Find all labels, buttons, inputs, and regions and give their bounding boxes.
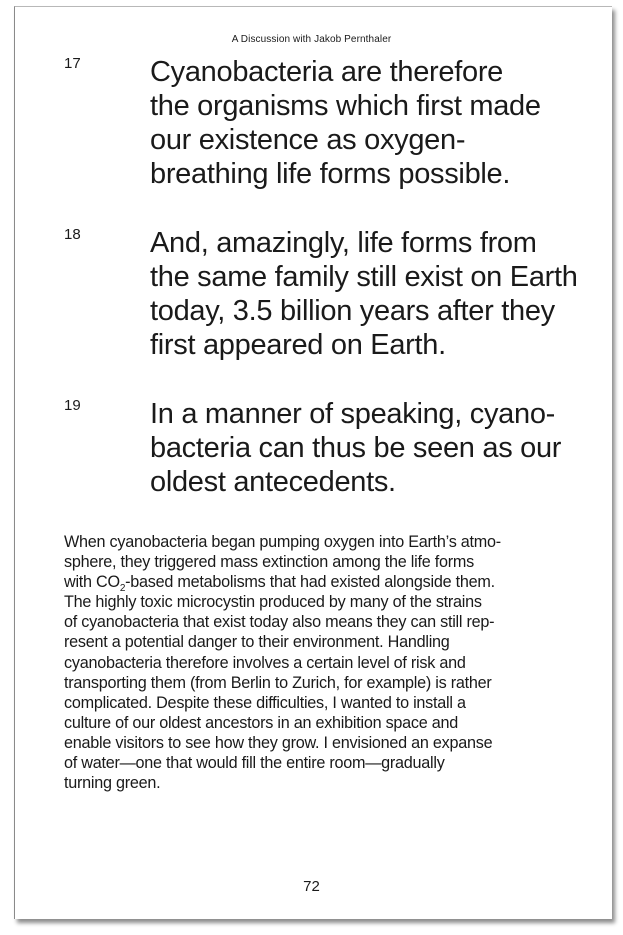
statement-line: oldest antecedents. xyxy=(150,466,396,498)
body-line-co2 xyxy=(64,573,495,595)
statement-line: And, amazingly, life forms from xyxy=(150,227,537,259)
running-head: A Discussion with Jakob Pernthaler xyxy=(231,34,392,45)
body-line: culture of our oldest ancestors in an exhibition space and xyxy=(64,713,459,732)
body-line: When cyanobacteria began pumping oxygen into Earth’s atmo- xyxy=(64,533,501,551)
body-line: of water—one that would fill the entire room—gradually xyxy=(64,754,445,773)
body-line-fragment: with CO xyxy=(64,573,120,592)
body-line: The highly toxic microcystin produced by many of the strains xyxy=(64,593,482,612)
body-line: sphere, they triggered mass extinction among the life forms xyxy=(64,553,474,572)
body-line: cyanobacteria therefore involves a certain level of risk and xyxy=(64,653,466,672)
body-line-fragment: -based metabolisms that had existed alongside them. xyxy=(125,573,495,592)
statement-line: the same family still exist on Earth xyxy=(150,261,578,293)
statement-line: In a manner of speaking, cyano- xyxy=(150,398,555,430)
statement-text xyxy=(150,397,600,499)
statement-number: 17 xyxy=(64,55,81,72)
statement-line: Cyanobacteria are therefore xyxy=(150,56,503,88)
statement-text xyxy=(150,55,600,191)
body-line: turning green. xyxy=(64,774,161,793)
statement-line: breathing life forms possible. xyxy=(150,158,511,190)
statement-line: our existence as oxygen- xyxy=(150,124,466,156)
body-line: transporting them (from Berlin to Zurich, for example) is rather xyxy=(64,673,492,692)
body-line: complicated. Despite these difficulties, I wanted to install a xyxy=(64,693,466,712)
statement-line: bacteria can thus be seen as our xyxy=(150,432,562,464)
subscript-2: 2 xyxy=(119,583,126,595)
statement-line: the organisms which first made xyxy=(150,90,541,122)
statement-number: 19 xyxy=(64,397,81,414)
page-number: 72 xyxy=(303,878,320,895)
statement-line: first appeared on Earth. xyxy=(150,329,446,361)
body-paragraph xyxy=(64,532,594,793)
statement-line: today, 3.5 billion years after they xyxy=(150,295,555,327)
statement-number: 18 xyxy=(64,226,81,243)
body-line: of cyanobacteria that exist today also means they can still rep- xyxy=(64,613,495,632)
statement-text xyxy=(150,226,600,362)
body-line: enable visitors to see how they grow. I envisioned an expanse xyxy=(64,733,493,752)
body-line: resent a potential danger to their environment. Handling xyxy=(64,633,450,652)
